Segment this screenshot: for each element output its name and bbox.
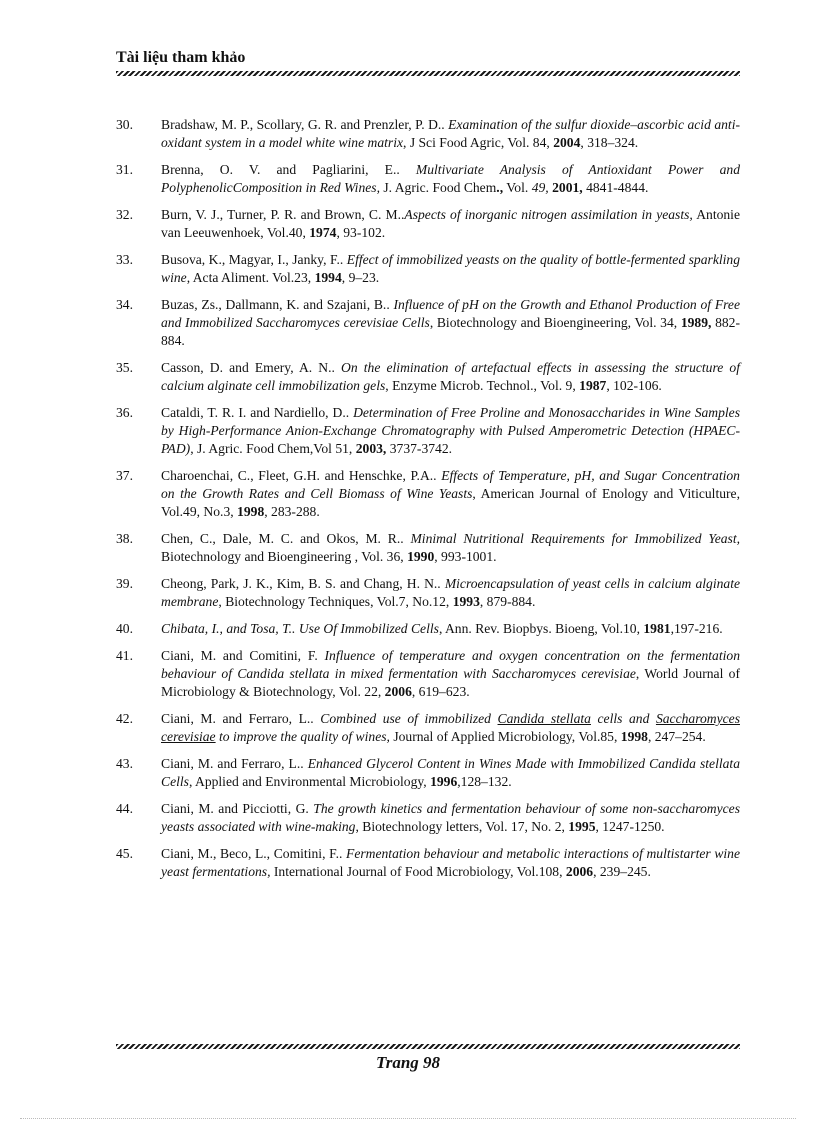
reference-segment: , 102-106. bbox=[606, 378, 662, 393]
reference-title: Fermentation behaviour and metabolic interactions of multistarter wine yeast fermentations, bbox=[161, 846, 740, 879]
reference-segment: 882-884. bbox=[161, 315, 740, 348]
reference-year: 1974 bbox=[309, 225, 337, 240]
reference-text bbox=[161, 251, 740, 287]
reference-number: 44. bbox=[116, 801, 133, 816]
reference-segment: Ciani, M. and Ferraro, L.. bbox=[161, 756, 308, 771]
reference-segment: , Enzyme Microb. Technol., Vol. 9, bbox=[385, 378, 580, 393]
reference-year: 2006 bbox=[384, 684, 412, 699]
reference-year: 1996 bbox=[430, 774, 458, 789]
reference-number: 43. bbox=[116, 756, 133, 771]
reference-year: 1998 bbox=[237, 504, 265, 519]
reference-item bbox=[116, 755, 740, 791]
reference-segment: Ciani, M., Beco, L., Comitini, F.. bbox=[161, 846, 347, 861]
reference-title: On the elimination of artefactual effects in assessing the structure of calcium alginate cell immobilization gels bbox=[161, 360, 740, 393]
reference-title: Effect of immobilized yeasts on the quality of bottle-fermented sparkling wine bbox=[161, 252, 740, 285]
reference-segment: , 247–254. bbox=[647, 729, 706, 744]
reference-year: 1981 bbox=[643, 621, 671, 636]
reference-number: 40. bbox=[116, 621, 133, 636]
reference-title: Chibata, I., and Tosa, T.. Use Of Immobilized Cells bbox=[161, 621, 439, 636]
reference-text bbox=[161, 467, 740, 521]
reference-number: 30. bbox=[116, 117, 133, 132]
reference-title: Multivariate Analysis of Antioxidant Power and PolyphenolicComposition in Red Wines, bbox=[161, 162, 740, 195]
reference-number: 37. bbox=[116, 468, 133, 483]
reference-title: Minimal Nutritional Requirements for Immobilized Yeast, bbox=[410, 531, 740, 546]
reference-year: 1987 bbox=[579, 378, 607, 393]
reference-year: 1995 bbox=[568, 819, 596, 834]
reference-number: 39. bbox=[116, 576, 133, 591]
reference-segment: Buzas, Zs., Dallmann, K. and Szajani, B.. bbox=[161, 297, 394, 312]
reference-text bbox=[161, 710, 740, 746]
reference-number: 45. bbox=[116, 846, 133, 861]
reference-title: Determination of Free Proline and Monosaccharides in Wine Samples by High-Performance Anion-Exchange Chromatography with Pulsed Amperometric Detection (HPAEC-PAD) bbox=[161, 405, 741, 456]
reference-segment: Antonie van Leeuwenhoek, Vol.40, bbox=[161, 207, 740, 240]
reference-year: 2004 bbox=[553, 135, 581, 150]
reference-segment: 3737-3742. bbox=[386, 441, 453, 456]
reference-segment: , 9–23. bbox=[341, 270, 380, 285]
reference-year: ., bbox=[496, 180, 504, 195]
reference-year: 2003, bbox=[355, 441, 387, 456]
reference-item bbox=[116, 404, 740, 458]
reference-segment: , J Sci Food Agric, Vol. 84, bbox=[403, 135, 554, 150]
reference-year: 2006 bbox=[565, 864, 594, 879]
reference-item bbox=[116, 359, 740, 395]
reference-segment: Biotechnology and Bioengineering , Vol. 36, bbox=[161, 549, 408, 564]
reference-text bbox=[161, 800, 740, 836]
header-divider bbox=[116, 71, 740, 76]
reference-segment: , Applied and Environmental Microbiology, bbox=[188, 774, 431, 789]
reference-number: 41. bbox=[116, 648, 133, 663]
footer-divider bbox=[116, 1044, 740, 1049]
reference-segment: 4841-4844. bbox=[582, 180, 649, 195]
reference-segment: Charoenchai, C., Fleet, G.H. and Henschke, P.A.. bbox=[161, 468, 442, 483]
reference-text bbox=[161, 296, 740, 350]
reference-text bbox=[161, 530, 740, 566]
reference-title: The growth kinetics and fermentation behaviour of some non-saccharomyces yeasts associated with wine-making bbox=[161, 801, 740, 834]
reference-list bbox=[116, 116, 740, 890]
reference-text bbox=[161, 620, 740, 638]
reference-year: 1990 bbox=[407, 549, 435, 564]
reference-title: Examination of the sulfur dioxide–ascorbic acid anti-oxidant system in a model white wine matrix bbox=[161, 117, 740, 150]
reference-item bbox=[116, 251, 740, 287]
reference-segment: Chen, C., Dale, M. C. and Okos, M. R.. bbox=[161, 531, 411, 546]
reference-number: 35. bbox=[116, 360, 133, 375]
reference-segment: , J. Agric. Food Chem,Vol 51, bbox=[190, 441, 356, 456]
page-number: Trang 98 bbox=[375, 1053, 441, 1072]
reference-segment: International Journal of Food Microbiology, Vol.108, bbox=[270, 864, 566, 879]
reference-segment: Bradshaw, M. P., Scollary, G. R. and Prenzler, P. D.. bbox=[161, 117, 449, 132]
reference-title: Influence of temperature and oxygen concentration on the fermentation behaviour of Candida stellata in mixed fermentation with Saccharomyces cerevisiae bbox=[161, 648, 740, 681]
reference-number: 36. bbox=[116, 405, 133, 420]
reference-item bbox=[116, 116, 740, 152]
reference-year: 1989, bbox=[680, 315, 712, 330]
reference-item bbox=[116, 161, 740, 197]
reference-title: Effects of Temperature, pH, and Sugar Concentration on the Growth Rates and Cell Biomass of Wine Yeasts bbox=[161, 468, 740, 501]
reference-text bbox=[161, 404, 740, 458]
reference-segment: , Biotechnology Techniques, Vol.7, No.12, bbox=[218, 594, 453, 609]
reference-text bbox=[161, 116, 740, 152]
reference-segment: Busova, K., Magyar, I., Janky, F.. bbox=[161, 252, 347, 267]
reference-number: 38. bbox=[116, 531, 133, 546]
reference-segment: Cheong, Park, J. K., Kim, B. S. and Chang, H. N.. bbox=[161, 576, 445, 591]
reference-title: Microencapsulation of yeast cells in calcium alginate membrane bbox=[161, 576, 740, 609]
reference-segment: , 1247-1250. bbox=[595, 819, 665, 834]
reference-year: 1994 bbox=[314, 270, 342, 285]
reference-text bbox=[161, 647, 740, 701]
reference-text bbox=[161, 755, 740, 791]
reference-item bbox=[116, 647, 740, 701]
reference-item bbox=[116, 467, 740, 521]
reference-item bbox=[116, 575, 740, 611]
reference-item bbox=[116, 620, 740, 638]
reference-text bbox=[161, 575, 740, 611]
reference-title: 49, bbox=[531, 180, 549, 195]
reference-number: 42. bbox=[116, 711, 133, 726]
reference-segment: , 239–245. bbox=[593, 864, 651, 879]
reference-segment: , Biotechnology and Bioengineering, Vol. 34, bbox=[429, 315, 681, 330]
reference-title: to improve the quality of wines, bbox=[215, 729, 390, 744]
reference-text bbox=[161, 845, 740, 881]
reference-segment: Cataldi, T. R. I. and Nardiello, D.. bbox=[161, 405, 354, 420]
reference-segment: Casson, D. and Emery, A. N.. bbox=[161, 360, 342, 375]
reference-segment: Brenna, O. V. and Pagliarini, E.. bbox=[161, 162, 416, 177]
reference-title: Aspects of inorganic nitrogen assimilation in yeasts, bbox=[404, 207, 693, 222]
reference-year: 2001, bbox=[552, 180, 583, 195]
reference-segment: , 318–324. bbox=[580, 135, 639, 150]
reference-title: Candida stellata bbox=[497, 711, 591, 726]
reference-segment: Ciani, M. and Picciotti, G. bbox=[161, 801, 314, 816]
reference-segment: Journal of Applied Microbiology, Vol.85, bbox=[389, 729, 621, 744]
page-edge-dots bbox=[20, 1118, 796, 1119]
reference-title: Enhanced Glycerol Content in Wines Made with Immobilized Candida stellata Cells bbox=[161, 756, 740, 789]
reference-item bbox=[116, 845, 740, 881]
reference-title: Influence of pH on the Growth and Ethanol Production of Free and Immobilized Saccharomyces cerevisiae Cells bbox=[161, 297, 740, 330]
reference-text bbox=[161, 206, 740, 242]
reference-year: 1993 bbox=[452, 594, 480, 609]
reference-title: Combined use of immobilized bbox=[320, 711, 498, 726]
reference-segment: , 619–623. bbox=[411, 684, 470, 699]
reference-segment: J. Agric. Food Chem bbox=[379, 180, 497, 195]
reference-number: 32. bbox=[116, 207, 133, 222]
reference-text bbox=[161, 161, 740, 197]
reference-segment: , 93-102. bbox=[336, 225, 386, 240]
reference-title: Saccharomyces cerevisiae bbox=[161, 711, 740, 744]
reference-number: 33. bbox=[116, 252, 133, 267]
reference-item bbox=[116, 800, 740, 836]
reference-item bbox=[116, 296, 740, 350]
reference-text bbox=[161, 359, 740, 395]
reference-segment: Vol. bbox=[503, 180, 532, 195]
reference-segment: , American Journal of Enology and Viticulture, Vol.49, No.3, bbox=[161, 486, 740, 519]
reference-segment: Ciani, M. and Comitini, F. bbox=[161, 648, 325, 663]
reference-segment: Ciani, M. and Ferraro, L.. bbox=[161, 711, 321, 726]
reference-segment: , World Journal of Microbiology & Biotechnology, Vol. 22, bbox=[161, 666, 740, 699]
reference-item bbox=[116, 206, 740, 242]
reference-year: 1998 bbox=[620, 729, 648, 744]
reference-number: 34. bbox=[116, 297, 133, 312]
reference-segment: , Ann. Rev. Biopbys. Bioeng, Vol.10, bbox=[438, 621, 644, 636]
reference-segment: Burn, V. J., Turner, P. R. and Brown, C. M.. bbox=[161, 207, 405, 222]
reference-item bbox=[116, 710, 740, 746]
reference-segment: , 993-1001. bbox=[434, 549, 497, 564]
reference-number: 31. bbox=[116, 162, 133, 177]
reference-segment: , 879-884. bbox=[479, 594, 536, 609]
reference-segment: , Acta Aliment. Vol.23, bbox=[186, 270, 315, 285]
reference-segment: ,197-216. bbox=[670, 621, 723, 636]
reference-segment: , 283-288. bbox=[264, 504, 320, 519]
reference-title: cells and bbox=[590, 711, 656, 726]
reference-segment: , Biotechnology letters, Vol. 17, No. 2, bbox=[355, 819, 569, 834]
header-title: Tài liệu tham khảo bbox=[116, 49, 246, 66]
reference-item bbox=[116, 530, 740, 566]
reference-segment: ,128–132. bbox=[457, 774, 512, 789]
